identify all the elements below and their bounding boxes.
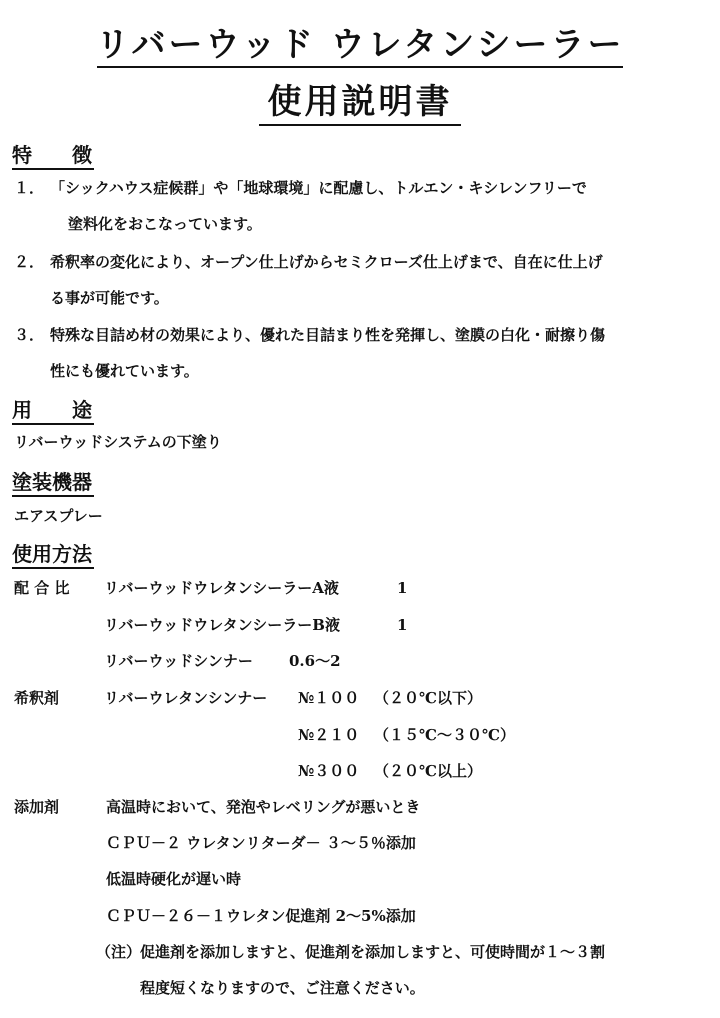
equipment-text: エアスプレー bbox=[14, 507, 103, 525]
feature-1-line2: 塗料化をおこなっています。 bbox=[68, 215, 262, 233]
feature-3-line2: 性にも優れています。 bbox=[50, 362, 199, 380]
feature-1-line1: 「シックハウス症候群」や「地球環境」に配慮し、トルエン・キシレンフリーで bbox=[50, 179, 587, 197]
method-heading: 使用方法 bbox=[12, 541, 94, 569]
thinner-2-temp: （１５℃～３０℃） bbox=[374, 726, 515, 744]
note-line-2: 程度短くなりますので、ご注意ください。 bbox=[140, 979, 425, 997]
mix-label: 配 合 比 bbox=[14, 579, 70, 597]
feature-1-number: １． bbox=[14, 179, 45, 197]
features-heading: 特 徴 bbox=[12, 142, 94, 170]
additive-line-4: ＣＰＵ－２６－１ウレタン促進剤 2～5%添加 bbox=[106, 907, 416, 925]
mix-item-1-ratio: 1 bbox=[397, 579, 408, 597]
mix-item-3-ratio: 0.6～2 bbox=[289, 652, 341, 670]
document-title: リバーウッド ウレタンシーラー bbox=[95, 25, 625, 65]
additive-label: 添加剤 bbox=[14, 798, 60, 816]
subtitle-underline bbox=[259, 124, 461, 126]
feature-2-number: ２． bbox=[14, 253, 45, 271]
mix-item-2-name: リバーウッドウレタンシーラーB液 bbox=[104, 616, 340, 634]
additive-line-2: ＣＰＵ－２ ウレタンリターダ－ ３～５％添加 bbox=[106, 834, 416, 852]
thinner-1-temp: （２０℃以下） bbox=[374, 689, 482, 707]
document-subtitle: 使用説明書 bbox=[267, 82, 453, 122]
thinner-2-no: №２１０ bbox=[298, 726, 360, 744]
thinner-label: 希釈剤 bbox=[14, 689, 60, 707]
thinner-1-no: №１００ bbox=[298, 689, 360, 707]
additive-line-1: 高温時において、発泡やレベリングが悪いとき bbox=[106, 798, 421, 816]
additive-line-3: 低温時硬化が遅い時 bbox=[106, 870, 242, 888]
feature-3-number: ３． bbox=[14, 326, 45, 344]
feature-2-line2: る事が可能です。 bbox=[50, 289, 169, 307]
thinner-name: リバーウレタンシンナー bbox=[104, 689, 268, 707]
mix-item-3-name: リバーウッドシンナー bbox=[104, 652, 253, 670]
usage-text: リバーウッドシステムの下塗り bbox=[14, 433, 222, 451]
mix-item-1-name: リバーウッドウレタンシーラーA液 bbox=[104, 579, 339, 597]
feature-3-line1: 特殊な目詰め材の効果により、優れた目詰まり性を発揮し、塗膜の白化・耐擦り傷 bbox=[50, 326, 606, 344]
usage-heading: 用 途 bbox=[12, 397, 94, 425]
note-line-1: 促進剤を添加しますと、促進剤を添加しますと、可使時間が１～３割 bbox=[140, 943, 606, 961]
mix-item-2-ratio: 1 bbox=[397, 616, 408, 634]
thinner-3-temp: （２０℃以上） bbox=[374, 762, 482, 780]
feature-2-line1: 希釈率の変化により、オープン仕上げからセミクローズ仕上げまで、自在に仕上げ bbox=[50, 253, 603, 271]
thinner-3-no: №３００ bbox=[298, 762, 360, 780]
title-underline bbox=[97, 66, 623, 68]
equipment-heading: 塗装機器 bbox=[12, 469, 94, 497]
note-mark: （注） bbox=[96, 943, 142, 961]
